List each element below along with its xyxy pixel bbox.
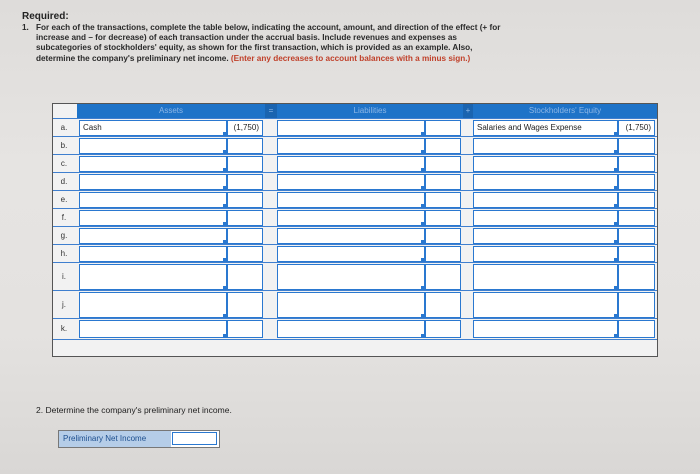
- eq-account-value: Salaries and Wages Expense: [477, 123, 582, 132]
- row-label: d.: [60, 177, 68, 186]
- eq-amount-input[interactable]: [618, 264, 655, 290]
- row-label: f.: [61, 213, 67, 222]
- asset-amount-input[interactable]: [227, 138, 263, 154]
- row-label: b.: [60, 141, 68, 150]
- liab-account-input[interactable]: [277, 174, 425, 190]
- row-label: c.: [60, 159, 68, 168]
- liab-amount-input[interactable]: [425, 192, 461, 208]
- asset-account-input[interactable]: [79, 120, 227, 136]
- eq-account-input[interactable]: [473, 320, 618, 338]
- eq-account-input[interactable]: [473, 210, 618, 226]
- liab-account-input[interactable]: [277, 192, 425, 208]
- asset-account-input[interactable]: [79, 320, 227, 338]
- row-label: i.: [62, 272, 66, 281]
- row-label: k.: [60, 324, 68, 333]
- liab-account-input[interactable]: [277, 320, 425, 338]
- table-row: [53, 190, 657, 209]
- question-1-instructions: [22, 23, 502, 64]
- asset-amount-input[interactable]: [227, 174, 263, 190]
- row-label: h.: [60, 249, 68, 258]
- liab-account-input[interactable]: [277, 138, 425, 154]
- table-row: [53, 290, 657, 319]
- asset-account-input[interactable]: [79, 228, 227, 244]
- asset-account-input[interactable]: [79, 156, 227, 172]
- eq-account-input[interactable]: [473, 264, 618, 290]
- header-assets: Assets: [77, 104, 265, 118]
- liab-account-input[interactable]: [277, 292, 425, 318]
- asset-amount-input[interactable]: [227, 192, 263, 208]
- asset-amount-input[interactable]: [227, 246, 263, 262]
- eq-account-input[interactable]: [473, 120, 618, 136]
- liab-amount-input[interactable]: [425, 174, 461, 190]
- liab-account-input[interactable]: [277, 120, 425, 136]
- asset-amount-input[interactable]: [227, 228, 263, 244]
- eq-amount-input[interactable]: [618, 156, 655, 172]
- liab-amount-input[interactable]: [425, 210, 461, 226]
- eq-amount-input[interactable]: [618, 210, 655, 226]
- eq-amount-input[interactable]: [618, 292, 655, 318]
- liab-amount-input[interactable]: [425, 228, 461, 244]
- table-row: [53, 244, 657, 263]
- liab-amount-input[interactable]: [425, 138, 461, 154]
- table-row: [53, 154, 657, 173]
- eq-amount-input[interactable]: [618, 174, 655, 190]
- preliminary-net-income-label: Preliminary Net Income: [59, 431, 171, 447]
- table-row: [53, 226, 657, 245]
- question-1-text: For each of the transactions, complete the table below, indicating the account, amount, and direction of the effect (+ for increase and – for decrease) of each transaction under the accrual basis. Include revenues and expenses as subcategories of stockholders' equity, as shown for the first transaction, which is provided as an example. Also, determine the company's preliminary net income.: [36, 23, 501, 63]
- asset-account-input[interactable]: [79, 174, 227, 190]
- eq-account-input[interactable]: [473, 174, 618, 190]
- question-1-note: (Enter any decreases to account balances with a minus sign.): [230, 53, 471, 63]
- eq-account-input[interactable]: [473, 292, 618, 318]
- liab-amount-input[interactable]: [425, 156, 461, 172]
- liab-account-input[interactable]: [277, 228, 425, 244]
- preliminary-net-income-row: [58, 430, 220, 448]
- liab-account-input[interactable]: [277, 210, 425, 226]
- eq-amount-input[interactable]: [618, 228, 655, 244]
- asset-account-input[interactable]: [79, 246, 227, 262]
- asset-account-input[interactable]: [79, 138, 227, 154]
- eq-amount-value: (1,750): [625, 123, 651, 132]
- header-stockholders-equity: Stockholders' Equity: [473, 104, 657, 118]
- asset-amount-value: (1,750): [233, 123, 259, 132]
- row-label: e.: [60, 195, 68, 204]
- row-label: a.: [60, 123, 68, 132]
- liab-amount-input[interactable]: [425, 246, 461, 262]
- eq-amount-input[interactable]: [618, 320, 655, 338]
- liab-account-input[interactable]: [277, 264, 425, 290]
- eq-account-input[interactable]: [473, 138, 618, 154]
- asset-account-value: Cash: [83, 123, 102, 132]
- liab-amount-input[interactable]: [425, 292, 461, 318]
- table-row: [53, 136, 657, 155]
- asset-amount-input[interactable]: [227, 264, 263, 290]
- asset-amount-input[interactable]: [227, 320, 263, 338]
- table-row: [53, 208, 657, 227]
- asset-account-input[interactable]: [79, 192, 227, 208]
- liab-amount-input[interactable]: [425, 320, 461, 338]
- preliminary-net-income-input[interactable]: [172, 432, 217, 445]
- eq-account-input[interactable]: [473, 246, 618, 262]
- table-row: [53, 262, 657, 291]
- asset-amount-input[interactable]: [227, 210, 263, 226]
- asset-amount-input[interactable]: [227, 120, 263, 136]
- table-row: [53, 118, 657, 137]
- eq-amount-input[interactable]: [618, 192, 655, 208]
- header-plus: +: [463, 104, 473, 118]
- table-row: [53, 172, 657, 191]
- table-row: [53, 318, 657, 340]
- transaction-effects-table: [52, 103, 658, 357]
- eq-account-input[interactable]: [473, 156, 618, 172]
- asset-account-input[interactable]: [79, 210, 227, 226]
- asset-amount-input[interactable]: [227, 156, 263, 172]
- question-2-number: 2.: [36, 405, 44, 415]
- eq-amount-input[interactable]: [618, 138, 655, 154]
- required-heading: Required:: [22, 11, 69, 22]
- question-1-number: 1.: [22, 23, 29, 32]
- row-label: g.: [60, 231, 68, 240]
- liab-amount-input[interactable]: [425, 264, 461, 290]
- eq-account-input[interactable]: [473, 228, 618, 244]
- eq-amount-input[interactable]: [618, 246, 655, 262]
- liab-account-input[interactable]: [277, 246, 425, 262]
- liab-amount-input[interactable]: [425, 120, 461, 136]
- row-label: j.: [62, 300, 66, 309]
- header-liabilities: Liabilities: [277, 104, 463, 118]
- question-2: [36, 405, 232, 415]
- asset-account-input[interactable]: [79, 264, 227, 290]
- eq-amount-input[interactable]: [618, 120, 655, 136]
- asset-account-input[interactable]: [79, 292, 227, 318]
- liab-account-input[interactable]: [277, 156, 425, 172]
- asset-amount-input[interactable]: [227, 292, 263, 318]
- eq-account-input[interactable]: [473, 192, 618, 208]
- header-equals: =: [265, 104, 277, 118]
- question-2-text: Determine the company's preliminary net income.: [45, 405, 232, 415]
